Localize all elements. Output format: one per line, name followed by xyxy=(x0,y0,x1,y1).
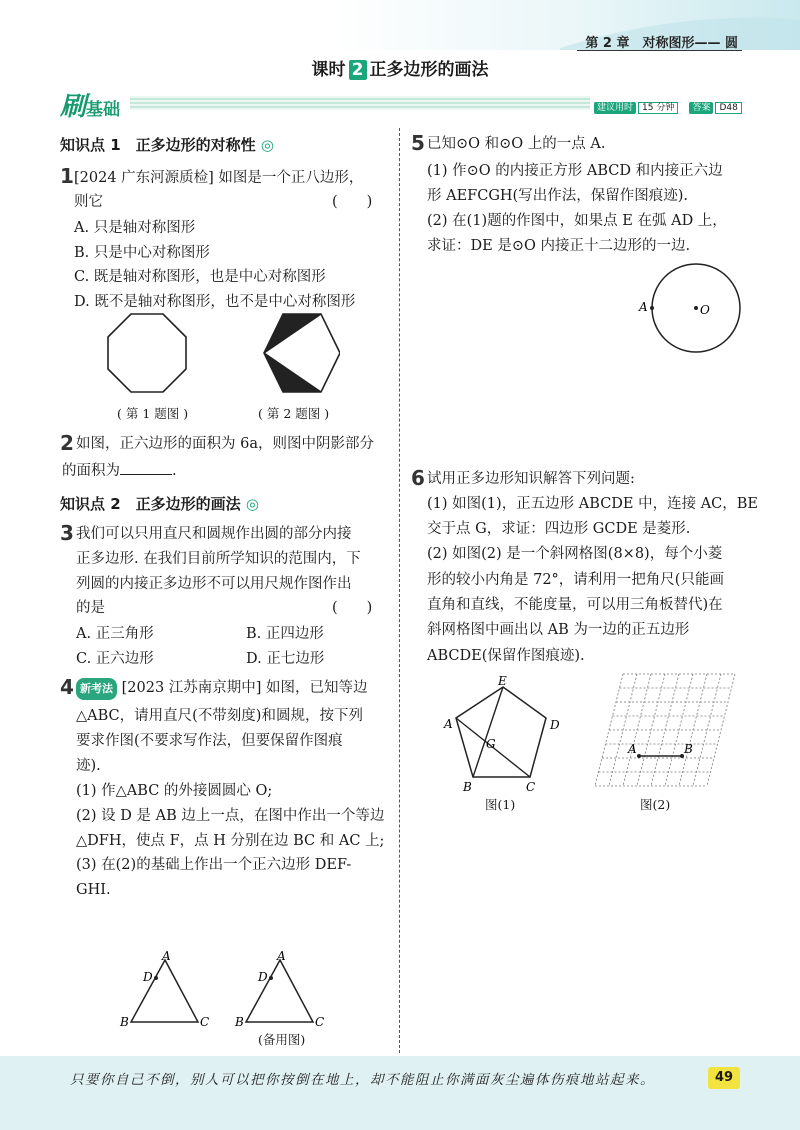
figure-caption-q6-1: 图(1) xyxy=(485,797,516,812)
chapter-title: 第 2 章 对称图形—— 圆 xyxy=(585,36,738,51)
brush-logo-big: 刷 xyxy=(60,92,87,122)
q2-line-2-end: . xyxy=(172,463,177,479)
brush-logo-small: 基础 xyxy=(86,100,121,120)
q1-q2-figures xyxy=(100,312,340,402)
column-divider xyxy=(399,128,400,1053)
knowledge-point-1 xyxy=(60,134,274,155)
answer-page: D48 xyxy=(715,102,741,114)
q4-line-8: (3) 在(2)的基础上作出一个正六边形 DEF- xyxy=(76,857,352,873)
label-b: B xyxy=(235,1015,244,1029)
label-b: B xyxy=(463,780,472,794)
q1-option-b: B. 只是中心对称图形 xyxy=(74,245,210,261)
q6-line-2: (1) 如图(1)，正五边形 ABCDE 中，连接 AC，BE xyxy=(427,496,759,512)
q4-triangle-figures xyxy=(118,950,348,1035)
new-method-badge: 新考法 xyxy=(76,678,117,700)
q1-line-1: [2024 广东河源质检] 如图是一个正八边形， xyxy=(74,170,364,186)
q2-line-2-text: 的面积为 xyxy=(62,463,120,479)
q4-line-9: GHI. xyxy=(76,882,111,898)
q4-line-5: (1) 作△ABC 的外接圆圆心 O; xyxy=(76,783,273,799)
triangle-main xyxy=(119,950,209,1029)
q6-number: 6 xyxy=(411,466,425,490)
q6-line-6: 直角和直线，不能度量，可以用三角板替代)在 xyxy=(427,597,723,613)
q6-line-1: 试用正多边形知识解答下列问题: xyxy=(427,471,635,487)
q3-line-4: 的是 xyxy=(76,600,105,616)
brush-logo xyxy=(60,86,120,123)
chapter-underline xyxy=(577,50,742,51)
grid-line xyxy=(707,674,735,786)
kp1-label: 知识点 1 正多边形的对称性 xyxy=(60,136,256,154)
label-g: G xyxy=(486,737,496,751)
q2-line-2 xyxy=(62,460,177,481)
q4-line-6: (2) 设 D 是 AB 边上一点，在图中作出一个等边 xyxy=(76,808,385,824)
label-a: A xyxy=(628,742,637,756)
q3-line-3: 列圆的内接正多边形不可以用尺规作图作出 xyxy=(76,576,352,592)
q4-line-1-text: [2023 江苏南京期中] 如图，已知等边 xyxy=(121,680,368,696)
q6-line-8: ABCDE(保留作图痕迹). xyxy=(427,648,585,664)
lesson-name: 正多边形的画法 xyxy=(369,60,489,80)
q3-line-1: 我们可以只用直尺和圆规作出圆的部分内接 xyxy=(76,526,352,542)
lesson-title xyxy=(0,55,800,80)
q1-answer-paren: ( ) xyxy=(332,194,373,210)
answer-label: 答案 xyxy=(689,102,713,114)
page-number: 49 xyxy=(708,1067,740,1089)
dotted-bar xyxy=(130,96,590,110)
time-value: 15 分钟 xyxy=(638,102,678,114)
q5-line-5: 求证：DE 是⊙O 内接正十二边形的一边. xyxy=(427,238,691,254)
label-a: A xyxy=(162,950,171,963)
q5-line-2: (1) 作⊙O 的内接正方形 ABCD 和内接正六边 xyxy=(427,163,723,179)
knowledge-point-2 xyxy=(60,493,259,514)
label-d: D xyxy=(258,970,268,984)
label-c: C xyxy=(315,1015,325,1029)
figure-caption-q6-2: 图(2) xyxy=(640,797,671,812)
q2-line-1: 如图，正六边形的面积为 6a，则图中阴影部分 xyxy=(76,436,374,452)
q3-option-d: D. 正七边形 xyxy=(246,651,325,667)
triangle-spare xyxy=(234,950,324,1029)
q5-number: 5 xyxy=(411,131,425,155)
spare-figure-caption: (备用图) xyxy=(258,1032,306,1047)
target-icon: ◎ xyxy=(245,495,259,513)
label-a: A xyxy=(639,300,648,314)
q5-circle-figure xyxy=(636,262,746,357)
q4-line-4: 迹). xyxy=(76,758,101,774)
q4-number: 4 xyxy=(60,675,74,699)
q4-line-3: 要求作图(不要求写作法，但要保留作图痕 xyxy=(76,733,343,749)
q3-line-2: 正多边形. 在我们目前所学知识的范围内，下 xyxy=(76,551,361,567)
q3-option-b: B. 正四边形 xyxy=(246,626,324,642)
label-c: C xyxy=(526,780,536,794)
q6-line-4: (2) 如图(2) 是一个斜网格图(8×8)，每个小菱 xyxy=(427,546,723,562)
q5-line-4: (2) 在(1)题的作图中，如果点 E 在弧 AD 上， xyxy=(427,213,727,229)
label-a: A xyxy=(444,717,453,731)
figure-caption-2: ( 第 2 题图 ) xyxy=(258,406,330,421)
q1-option-a: A. 只是轴对称图形 xyxy=(74,220,196,236)
label-b: B xyxy=(684,742,693,756)
time-hint xyxy=(594,95,742,114)
kp2-label: 知识点 2 正多边形的画法 xyxy=(60,495,241,513)
label-d: D xyxy=(550,718,560,732)
label-b: B xyxy=(120,1015,129,1029)
q1-option-d: D. 既不是轴对称图形，也不是中心对称图形 xyxy=(74,294,356,310)
q6-line-7: 斜网格图中画出以 AB 为一边的正五边形 xyxy=(427,622,690,638)
q1-number: 1 xyxy=(60,164,74,188)
lesson-number: 2 xyxy=(349,60,367,80)
label-d: D xyxy=(143,970,153,984)
q2-number: 2 xyxy=(60,431,74,455)
lesson-prefix: 课时 xyxy=(311,60,346,80)
footer-motto: 只要你自己不倒，别人可以把你按倒在地上，却不能阻止你满面灰尘遍体伤痕地站起来。 xyxy=(70,1072,655,1088)
label-a: A xyxy=(277,950,286,963)
octagon-figure xyxy=(108,314,186,392)
q3-number: 3 xyxy=(60,521,74,545)
q3-option-c: C. 正六边形 xyxy=(76,651,154,667)
q6-pentagon-figure xyxy=(440,675,570,795)
figure-caption-1: ( 第 1 题图 ) xyxy=(117,406,189,421)
q4-line-1 xyxy=(76,678,368,700)
time-label: 建议用时 xyxy=(594,102,636,114)
q6-line-5: 形的较小内角是 72°，请利用一把角尺(只能画 xyxy=(427,572,724,588)
q2-answer-blank[interactable] xyxy=(120,460,172,475)
q1-option-c: C. 既是轴对称图形，也是中心对称图形 xyxy=(74,269,326,285)
hexagon-figure xyxy=(264,314,340,392)
label-e: E xyxy=(498,675,507,688)
q6-line-3: 交于点 G，求证：四边形 GCDE 是菱形. xyxy=(427,521,691,537)
label-c: C xyxy=(200,1015,210,1029)
q3-answer-paren: ( ) xyxy=(332,600,373,616)
q6-slanted-grid-figure xyxy=(595,668,745,793)
q3-option-a: A. 正三角形 xyxy=(76,626,154,642)
q5-line-1: 已知⊙O 和⊙O 上的一点 A. xyxy=(427,136,606,152)
q4-line-7: △DFH，使点 F，点 H 分别在边 BC 和 AC 上; xyxy=(76,833,385,849)
label-o: O xyxy=(700,303,710,317)
q5-line-3: 形 AEFCGH(写出作法，保留作图痕迹). xyxy=(427,188,688,204)
target-icon: ◎ xyxy=(260,136,274,154)
q1-line-2: 则它 xyxy=(74,194,103,210)
q4-line-2: △ABC，请用直尺(不带刻度)和圆规，按下列 xyxy=(76,708,363,724)
